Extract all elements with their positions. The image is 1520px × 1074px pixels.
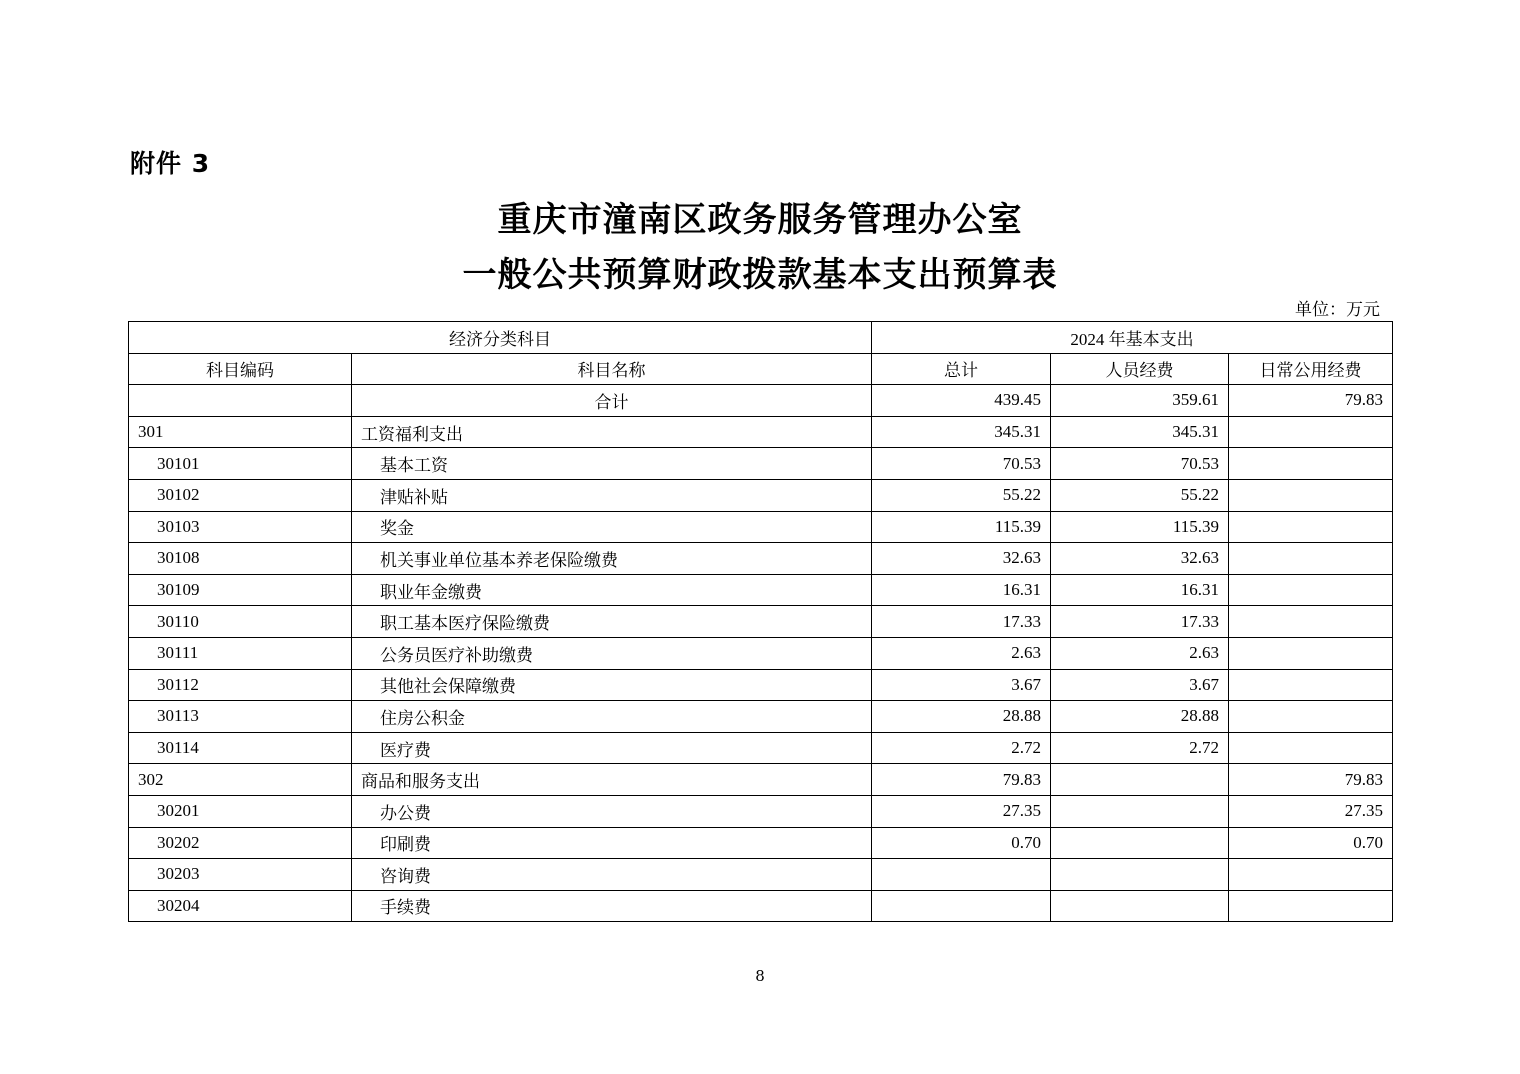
row-personnel: 28.88 (1051, 701, 1229, 733)
row-code: 30204 (129, 890, 352, 922)
table-row (129, 795, 1393, 827)
row-name: 咨询费 (352, 859, 872, 891)
table-row (129, 701, 1393, 733)
row-name: 津贴补贴 (352, 479, 872, 511)
row-total (872, 859, 1051, 891)
row-name: 机关事业单位基本养老保险缴费 (352, 543, 872, 575)
row-total: 32.63 (872, 543, 1051, 575)
row-name: 公务员医疗补助缴费 (352, 637, 872, 669)
row-code: 30108 (129, 543, 352, 575)
row-code: 30111 (129, 637, 352, 669)
row-code: 30203 (129, 859, 352, 891)
row-public (1229, 732, 1393, 764)
row-code: 30101 (129, 448, 352, 480)
header-personnel: 人员经费 (1051, 353, 1229, 385)
row-personnel (1051, 890, 1229, 922)
row-code: 30201 (129, 795, 352, 827)
row-personnel (1051, 859, 1229, 891)
row-public (1229, 448, 1393, 480)
row-total: 16.31 (872, 574, 1051, 606)
row-public (1229, 859, 1393, 891)
row-public (1229, 511, 1393, 543)
table-row (129, 859, 1393, 891)
row-public (1229, 606, 1393, 638)
row-public: 79.83 (1229, 764, 1393, 796)
header-total: 总计 (872, 353, 1051, 385)
row-personnel: 70.53 (1051, 448, 1229, 480)
row-personnel: 17.33 (1051, 606, 1229, 638)
total-label: 合计 (352, 385, 872, 417)
row-code: 30109 (129, 574, 352, 606)
row-code: 30113 (129, 701, 352, 733)
unit-label: 单位：万元 (1295, 300, 1380, 320)
row-code: 301 (129, 416, 352, 448)
row-name: 工资福利支出 (352, 416, 872, 448)
row-total: 0.70 (872, 827, 1051, 859)
row-personnel (1051, 764, 1229, 796)
row-total: 27.35 (872, 795, 1051, 827)
row-personnel: 345.31 (1051, 416, 1229, 448)
row-total: 115.39 (872, 511, 1051, 543)
row-personnel (1051, 795, 1229, 827)
table-row (129, 606, 1393, 638)
table-row (129, 511, 1393, 543)
header-basic-expenditure-2024: 2024 年基本支出 (872, 322, 1393, 354)
row-personnel: 55.22 (1051, 479, 1229, 511)
row-total: 3.67 (872, 669, 1051, 701)
row-public: 27.35 (1229, 795, 1393, 827)
row-total: 17.33 (872, 606, 1051, 638)
total-row (129, 385, 1393, 417)
row-code: 30110 (129, 606, 352, 638)
row-code: 30114 (129, 732, 352, 764)
header-public: 日常公用经费 (1229, 353, 1393, 385)
row-public (1229, 669, 1393, 701)
table-row (129, 574, 1393, 606)
row-public (1229, 543, 1393, 575)
row-name: 商品和服务支出 (352, 764, 872, 796)
row-public (1229, 416, 1393, 448)
total-personnel: 359.61 (1051, 385, 1229, 417)
row-total: 70.53 (872, 448, 1051, 480)
table-row (129, 890, 1393, 922)
row-code: 30103 (129, 511, 352, 543)
table-row (129, 543, 1393, 575)
header-group-row (129, 322, 1393, 354)
document-title-line1: 重庆市潼南区政务服务管理办公室 (497, 200, 1023, 240)
row-code: 30112 (129, 669, 352, 701)
row-code: 30202 (129, 827, 352, 859)
header-name: 科目名称 (352, 353, 872, 385)
row-name: 职业年金缴费 (352, 574, 872, 606)
budget-table (128, 321, 1393, 922)
row-total (872, 890, 1051, 922)
table-row (129, 479, 1393, 511)
row-name: 办公费 (352, 795, 872, 827)
total-total: 439.45 (872, 385, 1051, 417)
row-name: 印刷费 (352, 827, 872, 859)
table-row (129, 764, 1393, 796)
total-code-cell (129, 385, 352, 417)
header-economic-classification: 经济分类科目 (129, 322, 872, 354)
row-total: 28.88 (872, 701, 1051, 733)
table-row (129, 669, 1393, 701)
row-total: 79.83 (872, 764, 1051, 796)
row-public (1229, 574, 1393, 606)
table-row (129, 637, 1393, 669)
row-public (1229, 479, 1393, 511)
table-row (129, 732, 1393, 764)
row-code: 30102 (129, 479, 352, 511)
row-total: 2.72 (872, 732, 1051, 764)
row-personnel: 32.63 (1051, 543, 1229, 575)
row-personnel: 3.67 (1051, 669, 1229, 701)
row-personnel (1051, 827, 1229, 859)
total-public: 79.83 (1229, 385, 1393, 417)
row-public (1229, 701, 1393, 733)
row-public (1229, 890, 1393, 922)
row-total: 2.63 (872, 637, 1051, 669)
table-row (129, 416, 1393, 448)
document-title-line2: 一般公共预算财政拨款基本支出预算表 (462, 255, 1058, 295)
row-personnel: 115.39 (1051, 511, 1229, 543)
row-total: 55.22 (872, 479, 1051, 511)
attachment-label: 附件 3 (130, 149, 211, 178)
header-code: 科目编码 (129, 353, 352, 385)
row-code: 302 (129, 764, 352, 796)
row-public: 0.70 (1229, 827, 1393, 859)
table-row (129, 827, 1393, 859)
table-row (129, 448, 1393, 480)
row-personnel: 16.31 (1051, 574, 1229, 606)
row-name: 手续费 (352, 890, 872, 922)
row-name: 职工基本医疗保险缴费 (352, 606, 872, 638)
row-total: 345.31 (872, 416, 1051, 448)
row-personnel: 2.72 (1051, 732, 1229, 764)
row-name: 其他社会保障缴费 (352, 669, 872, 701)
row-public (1229, 637, 1393, 669)
row-personnel: 2.63 (1051, 637, 1229, 669)
row-name: 住房公积金 (352, 701, 872, 733)
row-name: 医疗费 (352, 732, 872, 764)
row-name: 基本工资 (352, 448, 872, 480)
page-number: 8 (755, 967, 765, 985)
row-name: 奖金 (352, 511, 872, 543)
header-columns-row (129, 353, 1393, 385)
